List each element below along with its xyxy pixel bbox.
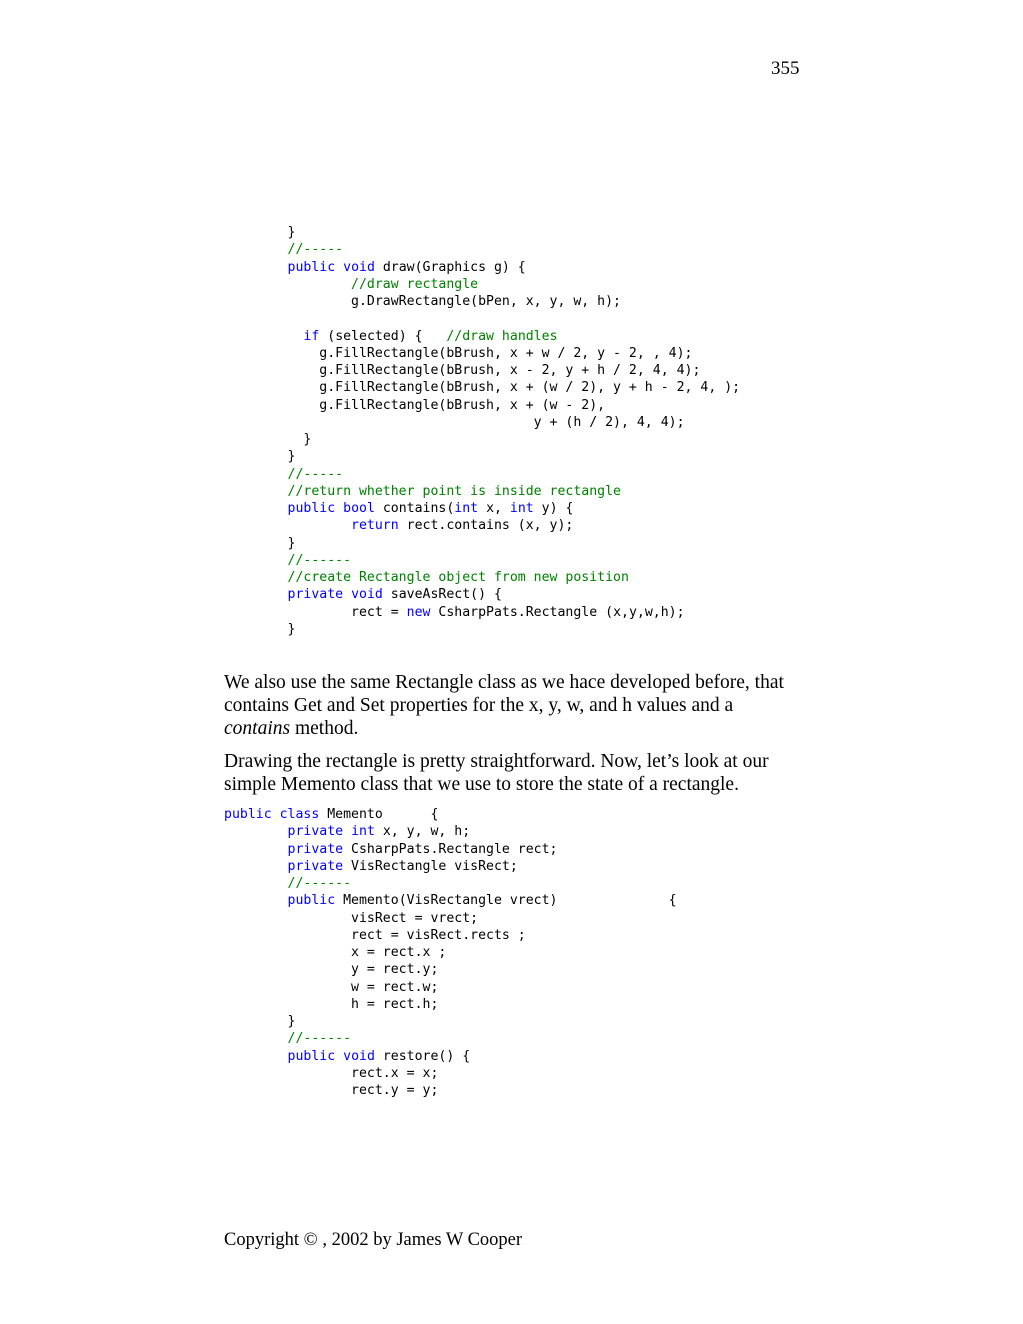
code-comment: //create Rectangle object from new position	[224, 570, 629, 585]
code-text: contains(	[374, 501, 455, 516]
code-text: CsharpPats.Rectangle rect;	[343, 841, 558, 857]
page-number: 355	[771, 58, 800, 79]
paragraph-text: We also use the same Rectangle class as we hace developed before, that contains Get and Set properties for the x, y, w, and h values and a	[224, 672, 784, 716]
code-keyword: return	[351, 518, 399, 534]
code-block-memento	[224, 806, 677, 1099]
code-line	[224, 892, 677, 909]
code-text	[343, 587, 351, 602]
code-line	[224, 927, 677, 944]
code-text: Memento {	[319, 807, 439, 822]
code-text	[335, 1049, 343, 1064]
code-text	[272, 807, 280, 822]
code-text: VisRectangle visRect;	[343, 858, 518, 874]
code-text: y) {	[533, 501, 574, 516]
code-keyword: int	[351, 824, 375, 840]
code-line	[224, 1048, 677, 1065]
code-comment: //return whether point is inside rectangle	[224, 483, 621, 499]
code-line	[224, 483, 740, 500]
code-line	[224, 1065, 677, 1082]
code-text	[224, 842, 288, 857]
code-keyword: private	[287, 824, 344, 840]
code-comment: //------	[224, 552, 352, 568]
code-line	[224, 310, 740, 327]
code-text: draw(Graphics g) {	[374, 259, 526, 275]
code-keyword: if	[303, 328, 320, 344]
code-line	[224, 1013, 677, 1030]
code-keyword: new	[406, 604, 431, 620]
code-text: Memento(VisRectangle vrect) {	[335, 893, 677, 909]
code-text	[335, 501, 343, 516]
code-text	[224, 824, 288, 839]
code-text: }	[224, 449, 296, 465]
code-text: }	[224, 1014, 296, 1029]
code-block-vis-rectangle	[224, 224, 740, 638]
code-line	[224, 276, 740, 293]
code-text: h = rect.h;	[224, 996, 439, 1012]
code-text	[224, 277, 351, 292]
code-comment: //------	[224, 1031, 352, 1047]
code-comment: //draw rectangle	[351, 276, 479, 292]
code-text: visRect = vrect;	[224, 910, 479, 926]
paragraph-memento-intro: Drawing the rectangle is pretty straightforward. Now, let’s look at our simple Memento class that we use to store the state of a rectangle.	[224, 751, 769, 795]
code-text: g.FillRectangle(bBrush, x - 2, y + h / 2, 4, 4);	[224, 363, 701, 378]
code-text: g.FillRectangle(bBrush, x + w / 2, y - 2, , 4);	[224, 345, 693, 361]
code-keyword: class	[279, 807, 320, 822]
code-keyword: private	[287, 587, 344, 603]
code-line	[224, 466, 740, 483]
code-text	[224, 501, 288, 516]
code-line	[224, 535, 740, 552]
code-line	[224, 806, 677, 823]
code-line	[224, 414, 740, 431]
code-keyword: private	[287, 858, 344, 874]
code-text: g.DrawRectangle(bPen, x, y, w, h);	[224, 294, 621, 309]
code-text: w = rect.w;	[224, 979, 439, 995]
code-text: rect.y = y;	[224, 1083, 439, 1098]
code-text	[224, 859, 288, 874]
code-text: rect.x = x;	[224, 1065, 439, 1081]
code-line	[224, 552, 740, 569]
code-comment: //-----	[224, 466, 344, 482]
code-text: }	[224, 225, 296, 240]
code-keyword: public	[224, 807, 272, 822]
code-line	[224, 345, 740, 362]
code-keyword: int	[454, 501, 479, 516]
code-line	[224, 944, 677, 961]
code-line	[224, 910, 677, 927]
code-text	[224, 329, 303, 344]
paragraph-rectangle-class	[224, 671, 804, 740]
code-text: rect.contains (x, y);	[398, 518, 574, 534]
code-line	[224, 293, 740, 310]
code-line	[224, 328, 740, 345]
code-text: g.FillRectangle(bBrush, x + (w - 2),	[224, 397, 606, 413]
paragraph-text-end: method.	[290, 718, 359, 739]
code-text: }	[224, 621, 296, 637]
code-text: }	[224, 432, 312, 447]
code-comment: //------	[224, 876, 352, 891]
code-text	[224, 260, 288, 275]
code-text	[343, 824, 351, 839]
code-text: y = rect.y;	[224, 962, 439, 978]
code-line	[224, 586, 740, 603]
code-line	[224, 448, 740, 465]
code-keyword: public	[287, 501, 336, 516]
code-comment: //-----	[224, 242, 344, 258]
code-text: x = rect.x ;	[224, 945, 447, 960]
code-keyword: void	[343, 259, 375, 275]
code-line	[224, 875, 677, 892]
code-text: (selected) {	[319, 328, 447, 344]
code-keyword: bool	[343, 501, 375, 516]
code-line	[224, 841, 677, 858]
code-keyword: void	[351, 587, 383, 603]
code-line	[224, 858, 677, 875]
code-line	[224, 224, 740, 241]
code-keyword: void	[343, 1048, 375, 1064]
code-text: rect = visRect.rects ;	[224, 927, 526, 943]
code-line	[224, 379, 740, 396]
code-keyword: private	[287, 841, 344, 857]
code-line	[224, 979, 677, 996]
code-keyword: public	[287, 1048, 336, 1064]
code-keyword: public	[287, 259, 336, 275]
code-line	[224, 823, 677, 840]
code-text: y + (h / 2), 4, 4);	[224, 414, 685, 430]
code-line	[224, 1030, 677, 1047]
code-line	[224, 996, 677, 1013]
code-text: saveAsRect() {	[382, 587, 502, 603]
code-line	[224, 517, 740, 534]
code-text: x,	[478, 501, 510, 516]
italic-term: contains	[224, 718, 291, 739]
code-text: }	[224, 535, 296, 551]
code-text	[335, 260, 343, 275]
code-line	[224, 362, 740, 379]
footer-copyright: Copyright © , 2002 by James W Cooper	[224, 1230, 523, 1250]
code-text: rect =	[224, 604, 407, 620]
code-line	[224, 621, 740, 638]
code-line	[224, 604, 740, 621]
code-line	[224, 1082, 677, 1099]
code-line	[224, 569, 740, 586]
code-text: CsharpPats.Rectangle (x,y,w,h);	[430, 604, 685, 620]
code-line	[224, 259, 740, 276]
code-text	[224, 518, 351, 533]
code-line	[224, 500, 740, 517]
code-keyword: public	[287, 893, 336, 909]
code-text	[224, 587, 288, 602]
code-line	[224, 241, 740, 258]
code-line	[224, 431, 740, 448]
code-comment: //draw handles	[446, 328, 558, 344]
code-keyword: int	[509, 501, 534, 516]
code-line	[224, 397, 740, 414]
code-text: x, y, w, h;	[374, 824, 471, 840]
code-text	[224, 1049, 288, 1064]
code-text	[224, 893, 288, 908]
code-text: g.FillRectangle(bBrush, x + (w / 2), y + h - 2, 4, );	[224, 380, 741, 396]
code-text: restore() {	[374, 1048, 471, 1064]
code-line	[224, 961, 677, 978]
